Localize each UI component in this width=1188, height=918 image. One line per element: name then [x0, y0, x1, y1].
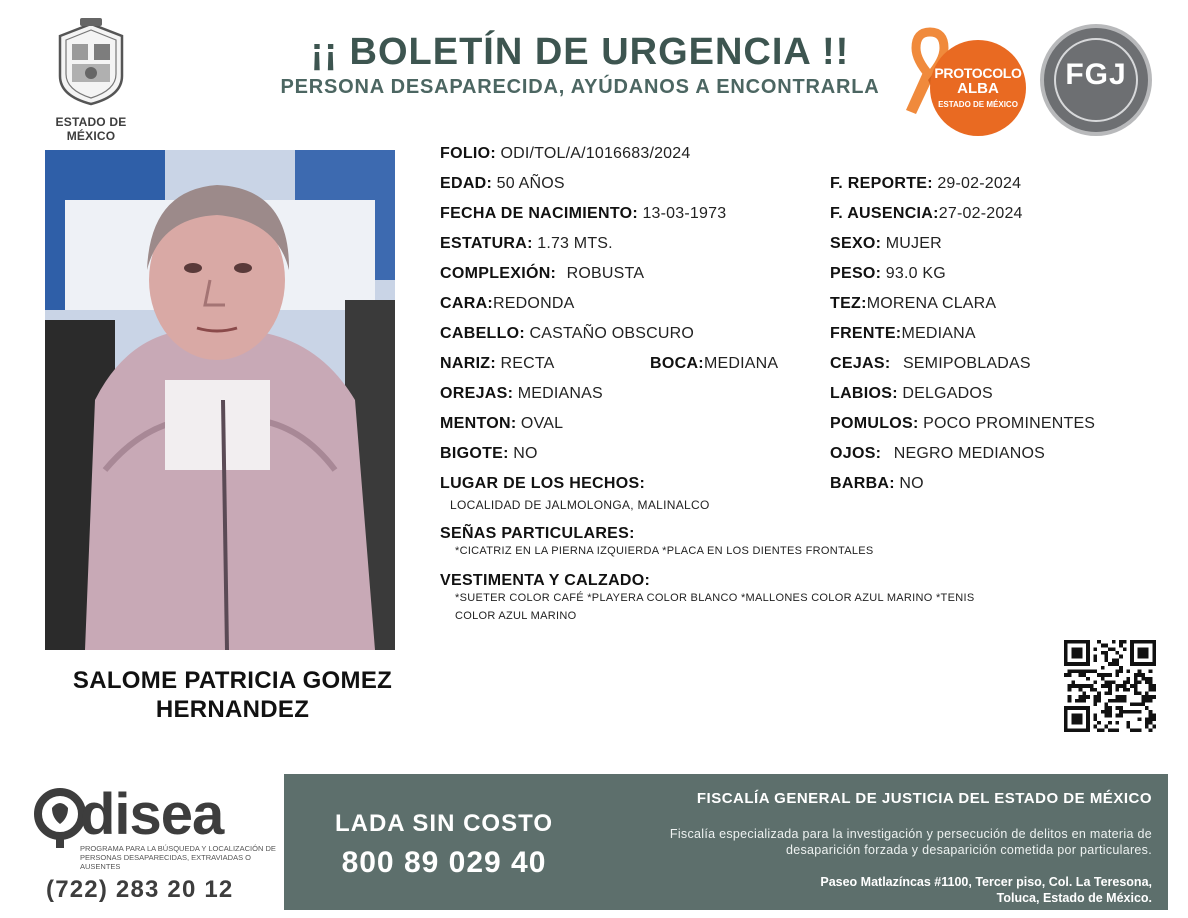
menton-value: OVAL	[520, 415, 564, 432]
frente-field	[830, 325, 976, 343]
complexion-value: ROBUSTA	[566, 265, 645, 282]
alba-line3: ESTADO DE MÉXICO	[938, 100, 1018, 109]
tez-field	[830, 295, 996, 313]
complexion-label: COMPLEXIÓN:	[440, 265, 557, 282]
nariz-value: RECTA	[500, 355, 555, 372]
person-name: SALOME PATRICIA GOMEZ HERNANDEZ	[72, 667, 393, 723]
folio-label: FOLIO:	[440, 145, 497, 162]
cara-value: REDONDA	[493, 295, 575, 312]
lugar-hechos-label: LUGAR DE LOS HECHOS:	[440, 475, 646, 492]
bulletin-header	[250, 30, 910, 99]
peso-field	[830, 265, 946, 283]
vestimenta-line1: *SUETER COLOR CAFÉ *PLAYERA COLOR BLANCO *MALLONES COLOR AZUL MARINO *TENIS	[455, 592, 975, 604]
pomulos-value: POCO PROMINENTES	[923, 415, 1096, 432]
ojos-field	[830, 445, 1045, 463]
fecha-reporte-value: 29-02-2024	[937, 175, 1022, 192]
orejas-value: MEDIANAS	[517, 385, 603, 402]
barba-value: NO	[899, 475, 924, 492]
senas-particulares-value: *CICATRIZ EN LA PIERNA IZQUIERDA *PLACA EN LOS DIENTES FRONTALES	[455, 545, 874, 557]
alba-line1: PROTOCOLO	[934, 65, 1022, 81]
sexo-value: MUJER	[885, 235, 942, 252]
tez-value: MORENA CLARA	[866, 295, 997, 312]
fecha-reporte-field	[830, 175, 1021, 193]
lada-label: LADA SIN COSTO	[334, 810, 553, 837]
alba-line2: ALBA	[957, 80, 999, 97]
estado-de-mexico-logo	[30, 18, 152, 143]
fecha-nacimiento-value: 13-03-1973	[642, 205, 727, 222]
boca-field	[650, 355, 778, 373]
menton-field	[440, 415, 563, 433]
cejas-field	[830, 355, 1031, 373]
frente-label: FRENTE:	[830, 325, 902, 342]
address-line1: Paseo Matlazíncas #1100, Tercer piso, Col. La Teresona,	[820, 875, 1152, 889]
fecha-ausencia-value: 27-02-2024	[938, 205, 1023, 222]
estatura-label: ESTATURA:	[440, 235, 533, 252]
odisea-logo	[30, 780, 275, 905]
lada-sin-costo-box	[284, 774, 604, 910]
location-pin-icon	[34, 788, 86, 848]
folio-field	[440, 145, 690, 163]
cejas-label: CEJAS:	[830, 355, 891, 372]
protocolo-alba-badge	[930, 40, 1026, 136]
labios-label: LABIOS:	[830, 385, 898, 402]
fiscalia-description: Fiscalía especializada para la investigación y persecución de delitos en materia de desaparición forzada y desaparición cometida por particulares.	[669, 827, 1152, 857]
fgj-logo	[1040, 24, 1152, 136]
vestimenta-line2: COLOR AZUL MARINO	[455, 610, 577, 622]
orejas-label: OREJAS:	[440, 385, 514, 402]
edad-label: EDAD:	[440, 175, 493, 192]
edad-value: 50 AÑOS	[496, 175, 565, 192]
barba-label: BARBA:	[830, 475, 895, 492]
odisea-description: PROGRAMA PARA LA BÚSQUEDA Y LOCALIZACIÓN DE PERSONAS DESAPARECIDAS, EXTRAVIADAS O AUSENTES	[80, 844, 276, 871]
labios-value: DELGADOS	[902, 385, 993, 402]
fiscalia-address	[632, 874, 1152, 906]
estatura-value: 1.73 MTS.	[537, 235, 613, 252]
labios-field	[830, 385, 993, 403]
odisea-phone[interactable]: (722) 283 20 12	[46, 876, 234, 903]
fecha-nacimiento-field	[440, 205, 726, 223]
bigote-value: NO	[513, 445, 538, 462]
barba-field	[830, 475, 924, 493]
address-line2: Toluca, Estado de México.	[996, 891, 1152, 905]
boca-label: BOCA:	[650, 355, 704, 372]
fecha-ausencia-field	[830, 205, 1023, 223]
menton-label: MENTON:	[440, 415, 517, 432]
footer-contact-bar	[284, 774, 1168, 910]
lugar-hechos-value: LOCALIDAD DE JALMOLONGA, MALINALCO	[450, 498, 710, 512]
boca-value: MEDIANA	[703, 355, 779, 372]
tez-label: TEZ:	[830, 295, 867, 312]
cara-label: CARA:	[440, 295, 494, 312]
bulletin-subtitle: PERSONA DESAPARECIDA, AYÚDANOS A ENCONTRARLA	[280, 76, 880, 98]
estado-de-mexico-label: ESTADO DE MÉXICO	[55, 115, 127, 143]
frente-value: MEDIANA	[901, 325, 976, 342]
pomulos-field	[830, 415, 1095, 433]
fgj-label: FGJ	[1065, 58, 1127, 91]
ojos-label: OJOS:	[830, 445, 882, 462]
bigote-label: BIGOTE:	[440, 445, 509, 462]
fecha-reporte-label: F. REPORTE:	[830, 175, 933, 192]
ojos-value: NEGRO MEDIANOS	[893, 445, 1046, 462]
odisea-wordmark: disea	[80, 782, 224, 847]
orejas-field	[440, 385, 603, 403]
pomulos-label: POMULOS:	[830, 415, 919, 432]
lada-phone-number[interactable]: 800 89 029 40	[341, 846, 547, 879]
estatura-field	[440, 235, 613, 253]
peso-label: PESO:	[830, 265, 882, 282]
nariz-field	[440, 355, 555, 373]
bigote-field	[440, 445, 538, 463]
fecha-nacimiento-label: FECHA DE NACIMIENTO:	[440, 205, 638, 222]
cejas-value: SEMIPOBLADAS	[902, 355, 1031, 372]
vestimenta-label: VESTIMENTA Y CALZADO:	[440, 572, 651, 589]
senas-particulares-label: SEÑAS PARTICULARES:	[440, 525, 635, 542]
cara-field	[440, 295, 574, 313]
nariz-label: NARIZ:	[440, 355, 497, 372]
protocolo-alba-logo	[900, 24, 1030, 134]
fiscalia-title: FISCALÍA GENERAL DE JUSTICIA DEL ESTADO DE MÉXICO	[696, 790, 1152, 807]
coat-of-arms-icon	[52, 18, 130, 106]
folio-value: ODI/TOL/A/1016683/2024	[500, 145, 691, 162]
cabello-field	[440, 325, 694, 343]
sexo-label: SEXO:	[830, 235, 882, 252]
sexo-field	[830, 235, 942, 253]
fecha-ausencia-label: F. AUSENCIA:	[830, 205, 939, 222]
missing-person-photo	[45, 150, 395, 650]
qr-code-icon[interactable]	[1064, 640, 1156, 732]
cabello-label: CABELLO:	[440, 325, 526, 342]
peso-value: 93.0 KG	[885, 265, 946, 282]
edad-field	[440, 175, 565, 193]
cabello-value: CASTAÑO OBSCURO	[529, 325, 695, 342]
bulletin-title: ¡¡ BOLETÍN DE URGENCIA !!	[310, 31, 850, 73]
complexion-field	[440, 265, 644, 283]
